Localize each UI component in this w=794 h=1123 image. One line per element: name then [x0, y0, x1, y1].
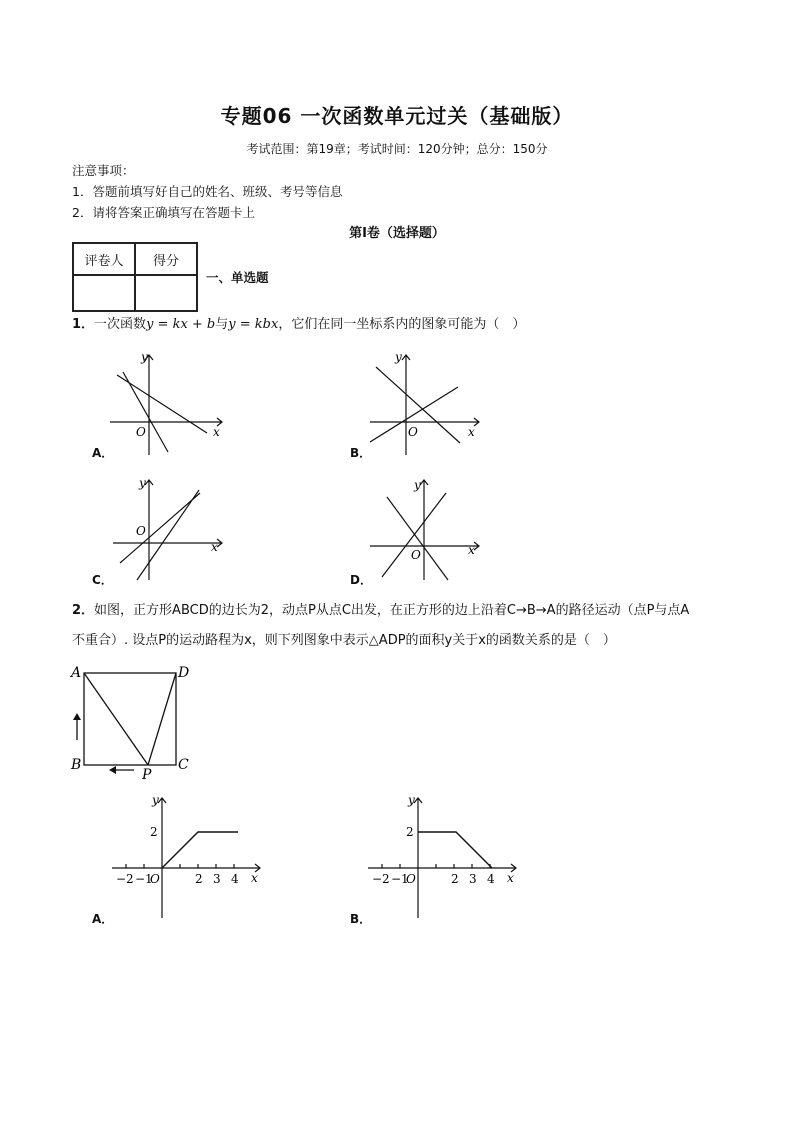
q1-text-2: 与 [215, 317, 229, 332]
x-tick-4: 4 [231, 872, 239, 886]
question-2 [72, 596, 732, 656]
line-2 [117, 375, 207, 433]
q1-text-1: 一次函数 [94, 317, 147, 332]
origin-label: O [406, 872, 416, 886]
label-b: B [71, 757, 82, 773]
line-2 [137, 490, 199, 580]
label-c: C [178, 757, 189, 773]
q2-text-2: 不重合）. 设点P的运动路程为x，则下列图象中表示△ADP的面积y关于x的函数关系的是（ ） [72, 633, 616, 648]
score-table [72, 242, 198, 312]
x-tick-2: 2 [451, 872, 459, 886]
score-cell-score[interactable] [135, 275, 197, 311]
y-label: y [141, 350, 148, 364]
segment-ap [84, 673, 148, 765]
q1-number: 1． [72, 317, 95, 332]
x-label: x [251, 871, 258, 885]
x-label: x [213, 425, 220, 439]
q1-option-b[interactable]: B． [350, 446, 372, 460]
x-label: x [468, 425, 475, 439]
q1-option-a[interactable]: A． [92, 446, 114, 460]
q1-graph-d [362, 475, 492, 590]
segment-dp [148, 673, 176, 765]
up-arrow-head [73, 713, 81, 720]
q2-number: 2． [72, 603, 95, 618]
x-label: x [507, 871, 514, 885]
line-1 [387, 497, 448, 580]
line-1 [376, 367, 460, 443]
q2-option-b[interactable]: B． [350, 912, 372, 926]
score-header-grader: 评卷人 [73, 243, 135, 275]
y-label: y [139, 476, 146, 490]
line-1 [120, 493, 200, 563]
x-tick-3: 3 [469, 872, 477, 886]
origin-label: O [411, 548, 421, 562]
x-label: x [468, 543, 475, 557]
y-label: y [152, 793, 159, 807]
origin-label: O [408, 425, 418, 439]
y-tick-2: 2 [150, 825, 158, 839]
q1-formula-2: y = kbx [228, 317, 279, 332]
q1-option-c[interactable]: C． [92, 573, 113, 587]
part-title: 一、单选题 [206, 270, 269, 285]
q2-option-a[interactable]: A． [92, 912, 114, 926]
line-1 [123, 372, 168, 452]
label-p: P [142, 767, 152, 783]
q1-text-3: ，它们在同一坐标系内的图象可能为（ ） [278, 317, 526, 332]
notes-heading: 注意事项： [72, 163, 135, 178]
q2-square-figure [66, 660, 201, 785]
function-graph [418, 832, 492, 868]
x-tick-neg1: −1 [391, 872, 409, 886]
y-label: y [395, 350, 402, 364]
x-tick-neg1: −1 [135, 872, 153, 886]
notes-item-1: 1．答题前填写好自己的姓名、班级、考号等信息 [72, 184, 343, 199]
q2-text-1: 如图，正方形ABCD的边长为2，动点P从点C出发，在正方形的边上沿着C→B→A的路径运动（点P与点A [94, 603, 690, 618]
notes-item-2: 2．请将答案正确填写在答题卡上 [72, 205, 255, 220]
q1-graph-b [362, 345, 492, 460]
function-graph [162, 832, 238, 868]
label-d: D [178, 665, 190, 681]
y-label: y [414, 478, 421, 492]
q1-graph-a [105, 345, 235, 460]
x-tick-neg2: −2 [116, 872, 134, 886]
y-label: y [408, 793, 415, 807]
origin-label: O [136, 425, 146, 439]
x-tick-3: 3 [213, 872, 221, 886]
page-title: 专题06 一次函数单元过关（基础版） [220, 104, 574, 128]
label-a: A [71, 665, 82, 681]
score-cell-grader[interactable] [73, 275, 135, 311]
y-tick-2: 2 [406, 825, 414, 839]
q1-formula-1: y = kx + b [146, 317, 216, 332]
q2-line-1 [72, 596, 732, 626]
notes [72, 160, 342, 223]
exam-info: 考试范围：第19章；考试时间：120分钟；总分：150分 [246, 142, 548, 156]
q2-graph-a [108, 790, 268, 920]
q2-graph-b [364, 790, 524, 920]
origin-label: O [136, 524, 146, 538]
score-header-score: 得分 [135, 243, 197, 275]
x-tick-neg2: −2 [372, 872, 390, 886]
x-tick-2: 2 [195, 872, 203, 886]
q1-graph-c [105, 475, 235, 590]
left-arrow-head [109, 766, 116, 774]
section-title: 第I卷（选择题） [349, 226, 445, 241]
q1-option-d[interactable]: D． [350, 573, 372, 587]
question-1 [72, 310, 525, 340]
x-tick-4: 4 [487, 872, 495, 886]
origin-label: O [150, 872, 160, 886]
x-label: x [211, 540, 218, 554]
